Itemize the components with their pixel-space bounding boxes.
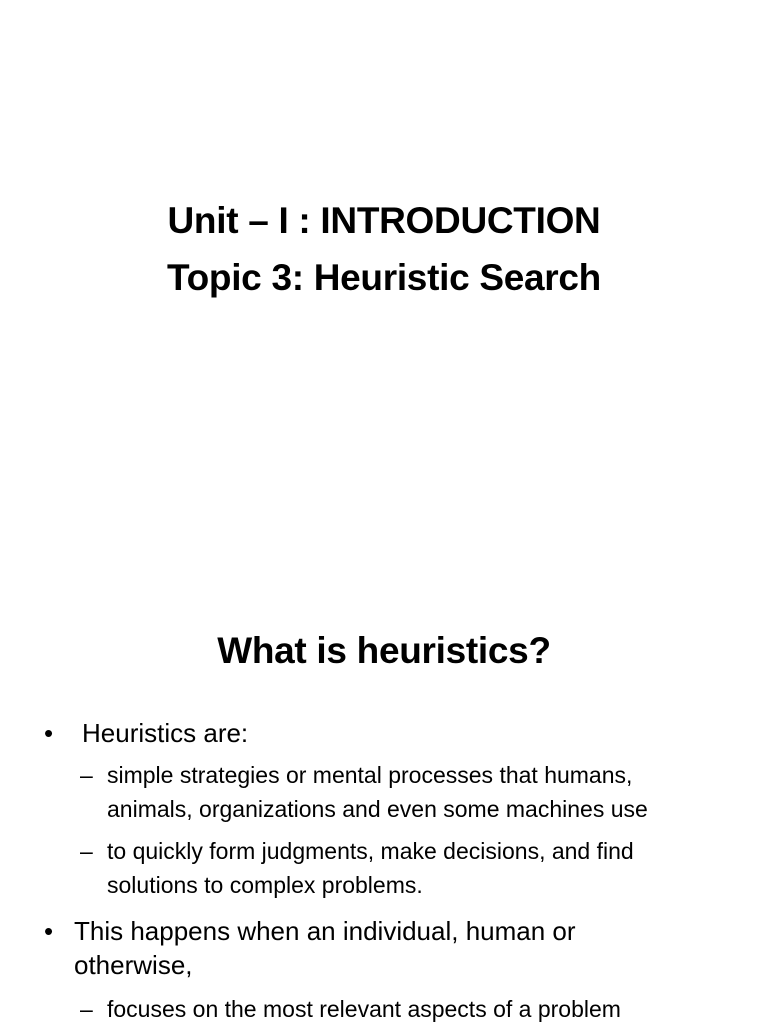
slide-heading: What is heuristics? <box>217 630 551 671</box>
dash-icon: – <box>80 762 93 788</box>
sub-item-line: solutions to complex problems. <box>107 872 423 898</box>
bullet-icon: • <box>44 916 54 946</box>
sub-item-line: simple strategies or mental processes that humans, <box>107 762 633 788</box>
bullet-icon: • <box>44 718 54 748</box>
bullet-item: This happens when an individual, human or <box>74 916 576 946</box>
dash-icon: – <box>80 838 93 864</box>
sub-item-line: animals, organizations and even some machines use <box>107 796 648 822</box>
sub-item-line: to quickly form judgments, make decisions, and find <box>107 838 634 864</box>
bullet-item: otherwise, <box>74 950 193 980</box>
title-block <box>0 192 768 306</box>
slide-what-is-heuristics <box>0 576 768 1024</box>
bullet-item: Heuristics are: <box>82 718 249 748</box>
unit-title: Unit – I : INTRODUCTION <box>167 200 601 241</box>
sub-item-line: focuses on the most relevant aspects of a problem <box>107 996 621 1022</box>
topic-title: Topic 3: Heuristic Search <box>167 257 601 298</box>
dash-icon: – <box>80 996 93 1022</box>
